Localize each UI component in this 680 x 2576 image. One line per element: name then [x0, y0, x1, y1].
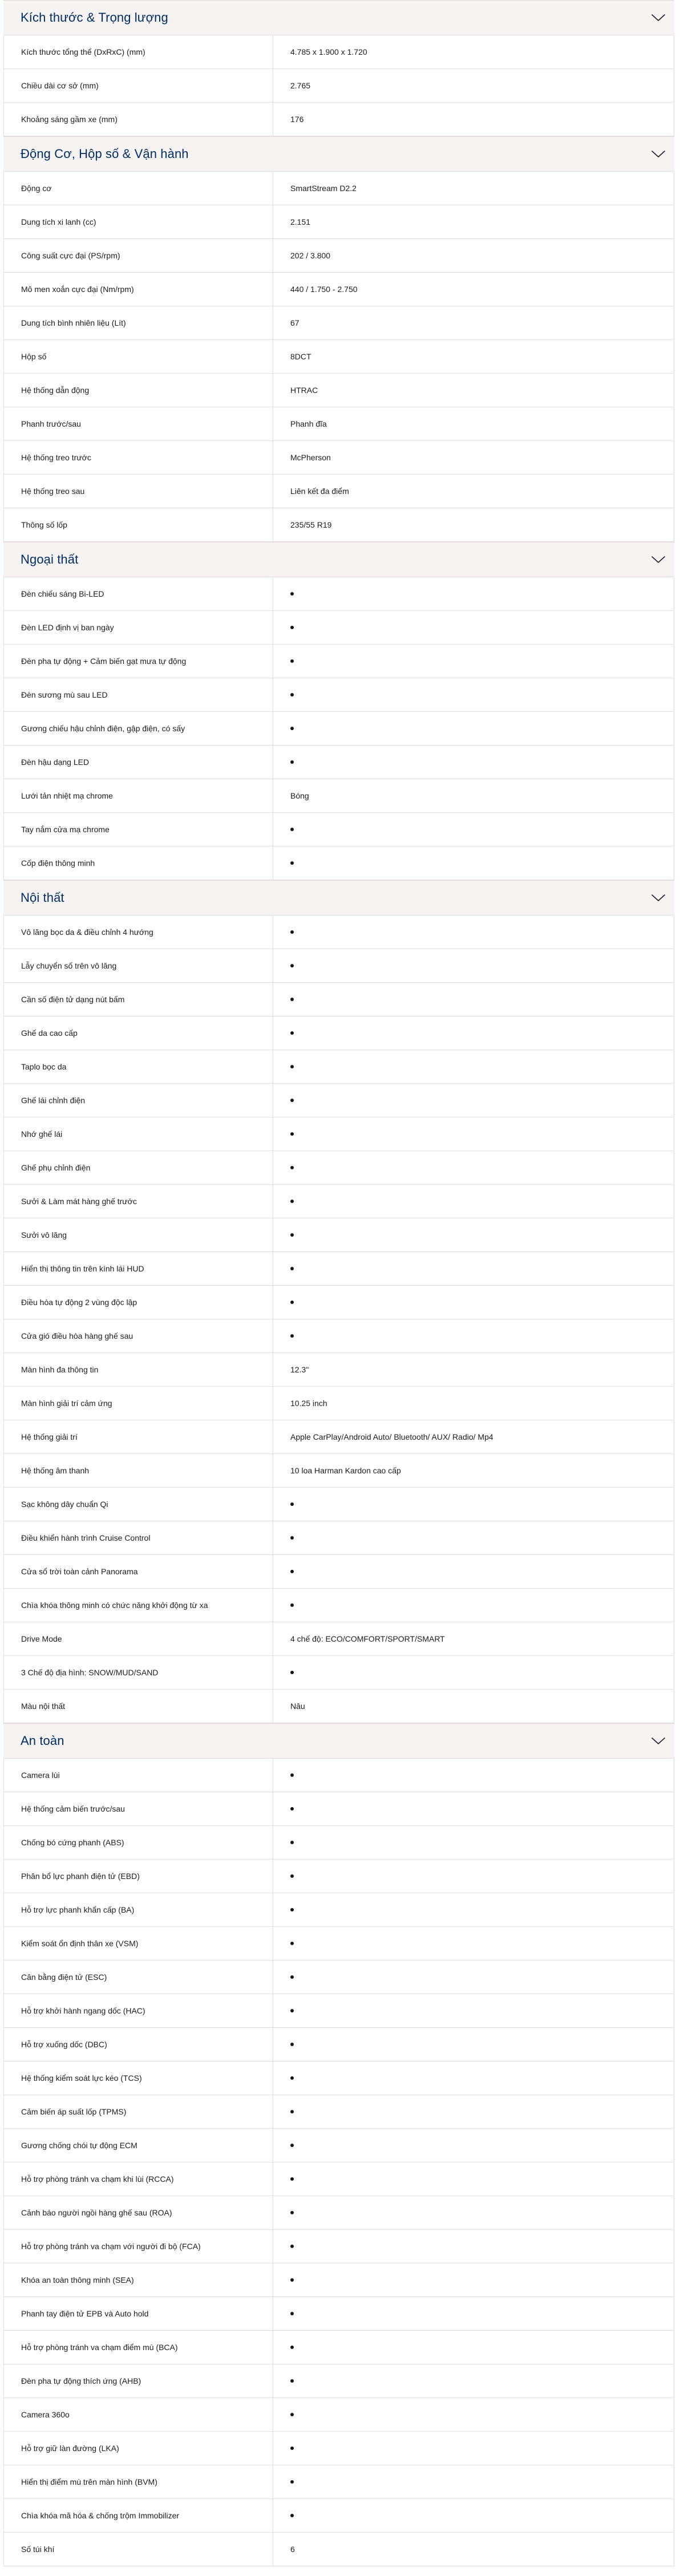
- spec-label: Màn hình giải trí cảm ứng: [4, 1387, 273, 1420]
- spec-row: [3, 1521, 674, 1555]
- spec-label: Công suất cực đại (PS/rpm): [4, 239, 273, 272]
- spec-row: [3, 916, 674, 949]
- spec-value: [273, 1319, 674, 1352]
- spec-value: 6: [290, 2545, 295, 2554]
- chevron-down-icon[interactable]: [650, 146, 666, 162]
- bullet-dot-icon: [290, 828, 294, 831]
- spec-label: Cảnh báo người ngồi hàng ghế sau (ROA): [4, 2196, 273, 2229]
- spec-label: Đèn sương mù sau LED: [4, 678, 273, 711]
- spec-row: [3, 1185, 674, 1218]
- spec-row: [3, 2196, 674, 2230]
- spec-row: [3, 1286, 674, 1319]
- bullet-dot-icon: [290, 2009, 294, 2012]
- spec-label: Ghế lái chỉnh điện: [4, 1084, 273, 1117]
- section-header-toggle[interactable]: [3, 1723, 674, 1759]
- spec-row: [3, 1420, 674, 1454]
- spec-value: 8DCT: [290, 352, 311, 361]
- spec-value: [273, 1860, 674, 1893]
- spec-value: [273, 1893, 674, 1926]
- spec-label: Chiều dài cơ sở (mm): [4, 69, 273, 102]
- spec-row: [3, 678, 674, 712]
- spec-label: Ghế da cao cấp: [4, 1016, 273, 1050]
- chevron-down-icon[interactable]: [650, 10, 666, 26]
- spec-row: [3, 2263, 674, 2297]
- spec-label: Sạc không dây chuẩn Qi: [4, 1488, 273, 1521]
- section-title: Nội thất: [21, 890, 64, 905]
- spec-label: Hệ thống giải trí: [4, 1420, 273, 1453]
- spec-row: [3, 1826, 674, 1860]
- spec-row: [3, 2331, 674, 2364]
- spec-value: [273, 645, 674, 678]
- spec-section: [3, 880, 674, 1723]
- spec-row: [3, 2432, 674, 2465]
- spec-label: Phanh tay điện tử EPB và Auto hold: [4, 2297, 273, 2330]
- spec-label: Nhớ ghế lái: [4, 1117, 273, 1151]
- spec-label: Dung tích bình nhiên liệu (Lít): [4, 306, 273, 339]
- spec-row: [3, 508, 674, 542]
- bullet-dot-icon: [290, 1570, 294, 1573]
- bullet-dot-icon: [290, 1942, 294, 1945]
- bullet-dot-icon: [290, 998, 294, 1001]
- spec-value: [273, 1792, 674, 1825]
- spec-value: [273, 2263, 674, 2296]
- bullet-dot-icon: [290, 626, 294, 629]
- spec-label: Dung tích xi lanh (cc): [4, 205, 273, 238]
- spec-label: Drive Mode: [4, 1622, 273, 1655]
- spec-value: [273, 611, 674, 644]
- section-title: An toàn: [21, 1733, 64, 1748]
- spec-row: [3, 2499, 674, 2533]
- spec-value: [273, 1185, 674, 1218]
- spec-row: [3, 846, 674, 880]
- spec-value: [273, 1016, 674, 1050]
- spec-label: Điều khiển hành trình Cruise Control: [4, 1521, 273, 1554]
- bullet-dot-icon: [290, 2346, 294, 2349]
- spec-value: [273, 1117, 674, 1151]
- spec-value: [273, 2095, 674, 2128]
- spec-label: Hệ thống âm thanh: [4, 1454, 273, 1487]
- spec-row: [3, 1387, 674, 1420]
- spec-row: [3, 712, 674, 746]
- bullet-dot-icon: [290, 1233, 294, 1237]
- spec-row: [3, 2364, 674, 2398]
- spec-row: [3, 205, 674, 239]
- spec-section: [3, 136, 674, 542]
- spec-row: [3, 2465, 674, 2499]
- spec-label: Gương chống chói tự động ECM: [4, 2129, 273, 2162]
- spec-value: [273, 983, 674, 1016]
- spec-row: [3, 35, 674, 69]
- spec-row: [3, 1488, 674, 1521]
- spec-row: [3, 2095, 674, 2129]
- spec-value: [273, 2432, 674, 2465]
- spec-value: [273, 1656, 674, 1689]
- bullet-dot-icon: [290, 1301, 294, 1304]
- section-title: Ngoại thất: [21, 552, 79, 566]
- spec-value: 4 chế độ: ECO/COMFORT/SPORT/SMART: [290, 1634, 445, 1643]
- spec-value: [273, 2129, 674, 2162]
- spec-label: Khóa an toàn thông minh (SEA): [4, 2263, 273, 2296]
- bullet-dot-icon: [290, 2144, 294, 2147]
- spec-label: Vô lăng bọc da & điều chỉnh 4 hướng: [4, 916, 273, 949]
- spec-row: [3, 2398, 674, 2432]
- spec-section: [3, 0, 674, 136]
- spec-row: [3, 2129, 674, 2162]
- spec-label: Đèn pha tự động thích ứng (AHB): [4, 2364, 273, 2397]
- spec-value: Bóng: [290, 791, 309, 800]
- spec-row: [3, 1961, 674, 1994]
- spec-value: 10.25 inch: [290, 1399, 327, 1408]
- spec-row: [3, 1218, 674, 1252]
- spec-value: [273, 1961, 674, 1994]
- spec-value: [273, 949, 674, 982]
- spec-row: [3, 2061, 674, 2095]
- spec-value: [273, 1050, 674, 1083]
- bullet-dot-icon: [290, 1267, 294, 1270]
- chevron-down-icon[interactable]: [650, 552, 666, 568]
- spec-label: Hệ thống cảm biến trước/sau: [4, 1792, 273, 1825]
- spec-section: [3, 542, 674, 880]
- bullet-dot-icon: [290, 2514, 294, 2517]
- bullet-dot-icon: [290, 693, 294, 696]
- spec-value: [273, 1759, 674, 1792]
- spec-value: [273, 916, 674, 949]
- bullet-dot-icon: [290, 2278, 294, 2282]
- bullet-dot-icon: [290, 930, 294, 934]
- spec-row: [3, 2297, 674, 2331]
- spec-row: [3, 2533, 674, 2566]
- bullet-dot-icon: [290, 2447, 294, 2450]
- spec-value: [273, 1826, 674, 1859]
- spec-value: 440 / 1.750 - 2.750: [290, 285, 358, 294]
- bullet-dot-icon: [290, 1031, 294, 1035]
- spec-row: [3, 1151, 674, 1185]
- spec-value: [273, 2297, 674, 2330]
- bullet-dot-icon: [290, 1773, 294, 1777]
- spec-value: [273, 2398, 674, 2431]
- spec-row: [3, 1084, 674, 1117]
- bullet-dot-icon: [290, 1603, 294, 1607]
- spec-label: Chống bó cứng phanh (ABS): [4, 1826, 273, 1859]
- spec-value: Liên kết đa điểm: [290, 487, 349, 496]
- spec-label: Hiển thị điểm mù trên màn hình (BVM): [4, 2465, 273, 2498]
- spec-label: Kích thước tổng thể (DxRxC) (mm): [4, 35, 273, 68]
- spec-row: [3, 645, 674, 678]
- spec-label: Hỗ trợ khởi hành ngang dốc (HAC): [4, 1994, 273, 2027]
- bullet-dot-icon: [290, 2245, 294, 2248]
- spec-value: 10 loa Harman Kardon cao cấp: [290, 1466, 401, 1475]
- spec-row: [3, 172, 674, 205]
- spec-label: Hỗ trợ phòng tránh va chạm khi lùi (RCCA): [4, 2162, 273, 2196]
- spec-label: Sưởi vô lăng: [4, 1218, 273, 1251]
- spec-row: [3, 1050, 674, 1084]
- spec-label: Chìa khóa mã hóa & chống trộm Immobilizer: [4, 2499, 273, 2532]
- spec-label: Camera 360o: [4, 2398, 273, 2431]
- bullet-dot-icon: [290, 1502, 294, 1506]
- spec-row: [3, 1555, 674, 1589]
- spec-row: [3, 1454, 674, 1488]
- spec-value: 2.151: [290, 217, 311, 226]
- spec-label: Hệ thống kiểm soát lực kéo (TCS): [4, 2061, 273, 2095]
- spec-row: [3, 1117, 674, 1151]
- spec-row: [3, 577, 674, 611]
- bullet-dot-icon: [290, 2110, 294, 2113]
- spec-value: 67: [290, 318, 299, 327]
- spec-value: 202 / 3.800: [290, 251, 331, 260]
- spec-value: [273, 2364, 674, 2397]
- bullet-dot-icon: [290, 2413, 294, 2416]
- spec-label: Động cơ: [4, 172, 273, 205]
- spec-label: Cân bằng điện tử (ESC): [4, 1961, 273, 1994]
- bullet-dot-icon: [290, 1841, 294, 1844]
- spec-value: [273, 1252, 674, 1285]
- spec-label: Sưởi & Làm mát hàng ghế trước: [4, 1185, 273, 1218]
- spec-label: Hỗ trợ phòng tránh va chạm điểm mù (BCA): [4, 2331, 273, 2364]
- spec-row: [3, 1016, 674, 1050]
- spec-row: [3, 103, 674, 136]
- spec-row: [3, 2162, 674, 2196]
- spec-label: Thông số lốp: [4, 508, 273, 541]
- spec-value: [273, 1589, 674, 1622]
- spec-value: [273, 1286, 674, 1319]
- spec-label: Cốp điện thông minh: [4, 846, 273, 880]
- spec-label: Phân bổ lực phanh điện tử (EBD): [4, 1860, 273, 1893]
- spec-row: [3, 340, 674, 374]
- spec-label: Cần số điện tử dạng nút bấm: [4, 983, 273, 1016]
- spec-row: [3, 1994, 674, 2028]
- bullet-dot-icon: [290, 1975, 294, 1979]
- spec-row: [3, 239, 674, 273]
- spec-row: [3, 441, 674, 475]
- spec-label: Lưới tản nhiệt mạ chrome: [4, 779, 273, 812]
- bullet-dot-icon: [290, 2312, 294, 2315]
- spec-value: [273, 813, 674, 846]
- spec-value: Phanh đĩa: [290, 419, 327, 428]
- spec-label: Hệ thống treo sau: [4, 475, 273, 508]
- spec-row: [3, 1589, 674, 1622]
- spec-label: Cửa gió điều hòa hàng ghế sau: [4, 1319, 273, 1352]
- spec-value: SmartStream D2.2: [290, 184, 357, 193]
- spec-label: Mô men xoắn cực đại (Nm/rpm): [4, 273, 273, 306]
- spec-label: Khoảng sáng gầm xe (mm): [4, 103, 273, 136]
- section-header-toggle[interactable]: [3, 136, 674, 172]
- spec-value: [273, 746, 674, 779]
- spec-row: [3, 949, 674, 983]
- spec-value: [273, 678, 674, 711]
- spec-label: Kiểm soát ổn định thân xe (VSM): [4, 1927, 273, 1960]
- spec-label: Đèn chiếu sáng Bi-LED: [4, 577, 273, 610]
- spec-row: [3, 2230, 674, 2263]
- spec-value: 2.765: [290, 81, 311, 90]
- chevron-down-icon[interactable]: [650, 1733, 666, 1749]
- spec-label: Đèn pha tự động + Cảm biến gạt mưa tự động: [4, 645, 273, 678]
- spec-value: McPherson: [290, 453, 331, 462]
- spec-value: [273, 2230, 674, 2263]
- bullet-dot-icon: [290, 1166, 294, 1169]
- bullet-dot-icon: [290, 1671, 294, 1674]
- bullet-dot-icon: [290, 1132, 294, 1136]
- section-header-toggle[interactable]: [3, 880, 674, 916]
- spec-value: [273, 1994, 674, 2027]
- bullet-dot-icon: [290, 2177, 294, 2181]
- spec-label: Tay nắm cửa mạ chrome: [4, 813, 273, 846]
- spec-label: Phanh trước/sau: [4, 407, 273, 440]
- spec-value: [273, 2465, 674, 2498]
- spec-row: [3, 983, 674, 1016]
- spec-label: 3 Chế độ địa hình: SNOW/MUD/SAND: [4, 1656, 273, 1689]
- spec-row: [3, 2028, 674, 2061]
- spec-row: [3, 611, 674, 645]
- bullet-dot-icon: [290, 2043, 294, 2046]
- spec-row: [3, 273, 674, 306]
- bullet-dot-icon: [290, 861, 294, 865]
- spec-section: [3, 1723, 674, 2566]
- spec-label: Camera lùi: [4, 1759, 273, 1792]
- spec-label: Hỗ trợ lực phanh khẩn cấp (BA): [4, 1893, 273, 1926]
- spec-row: [3, 1319, 674, 1353]
- bullet-dot-icon: [290, 2480, 294, 2484]
- spec-row: [3, 746, 674, 779]
- spec-row: [3, 779, 674, 813]
- bullet-dot-icon: [290, 592, 294, 596]
- spec-value: [273, 2028, 674, 2061]
- spec-label: Đèn hậu dạng LED: [4, 746, 273, 779]
- spec-value: 176: [290, 115, 304, 124]
- spec-value: [273, 2196, 674, 2229]
- spec-value: [273, 1218, 674, 1251]
- spec-label: Màu nội thất: [4, 1690, 273, 1723]
- spec-label: Màn hình đa thông tin: [4, 1353, 273, 1386]
- spec-label: Đèn LED định vị ban ngày: [4, 611, 273, 644]
- bullet-dot-icon: [290, 727, 294, 730]
- spec-value: 235/55 R19: [290, 520, 332, 529]
- spec-value: [273, 846, 674, 880]
- spec-value: Apple CarPlay/Android Auto/ Bluetooth/ AUX/ Radio/ Mp4: [290, 1432, 493, 1441]
- bullet-dot-icon: [290, 1536, 294, 1540]
- spec-label: Lẫy chuyển số trên vô lăng: [4, 949, 273, 982]
- spec-row: [3, 69, 674, 103]
- spec-row: [3, 1893, 674, 1927]
- spec-row: [3, 374, 674, 407]
- spec-label: Gương chiếu hậu chỉnh điện, gập điện, có sấy: [4, 712, 273, 745]
- spec-label: Hệ thống treo trước: [4, 441, 273, 474]
- spec-value: [273, 1927, 674, 1960]
- spec-value: [273, 1488, 674, 1521]
- spec-label: Taplo bọc da: [4, 1050, 273, 1083]
- spec-row: [3, 306, 674, 340]
- spec-label: Số túi khí: [4, 2533, 273, 2566]
- spec-row: [3, 1622, 674, 1656]
- section-title: Động Cơ, Hộp số & Vận hành: [21, 147, 189, 161]
- spec-row: [3, 1759, 674, 1792]
- bullet-dot-icon: [290, 1099, 294, 1102]
- spec-value: [273, 1555, 674, 1588]
- spec-label: Hộp số: [4, 340, 273, 373]
- spec-row: [3, 1860, 674, 1893]
- bullet-dot-icon: [290, 2211, 294, 2214]
- spec-row: [3, 1353, 674, 1387]
- spec-value: [273, 712, 674, 745]
- spec-value: Nâu: [290, 1702, 305, 1711]
- spec-value: 4.785 x 1.900 x 1.720: [290, 47, 367, 56]
- spec-label: Hỗ trợ xuống dốc (DBC): [4, 2028, 273, 2061]
- spec-value: [273, 1084, 674, 1117]
- spec-value: [273, 2331, 674, 2364]
- spec-value: [273, 1521, 674, 1554]
- bullet-dot-icon: [290, 964, 294, 967]
- spec-label: Hiển thị thông tin trên kính lái HUD: [4, 1252, 273, 1285]
- spec-value: [273, 2499, 674, 2532]
- section-header-toggle[interactable]: [3, 542, 674, 577]
- bullet-dot-icon: [290, 2076, 294, 2080]
- bullet-dot-icon: [290, 659, 294, 663]
- bullet-dot-icon: [290, 1200, 294, 1203]
- spec-row: [3, 407, 674, 441]
- spec-label: Ghế phụ chỉnh điện: [4, 1151, 273, 1184]
- spec-row: [3, 1656, 674, 1690]
- bullet-dot-icon: [290, 2379, 294, 2383]
- spec-label: Hỗ trợ giữ làn đường (LKA): [4, 2432, 273, 2465]
- spec-label: Hỗ trợ phòng tránh va chạm với người đi bộ (FCA): [4, 2230, 273, 2263]
- section-header-toggle[interactable]: [3, 0, 674, 35]
- spec-value: [273, 577, 674, 610]
- spec-row: [3, 1252, 674, 1286]
- spec-value: 12.3": [290, 1365, 309, 1374]
- spec-row: [3, 813, 674, 846]
- chevron-down-icon[interactable]: [650, 890, 666, 906]
- spec-label: Chìa khóa thông minh có chức năng khởi động từ xa: [4, 1589, 273, 1622]
- section-title: Kích thước & Trọng lượng: [21, 10, 168, 25]
- spec-value: [273, 2162, 674, 2196]
- spec-label: Hệ thống dẫn động: [4, 374, 273, 407]
- spec-row: [3, 1690, 674, 1723]
- spec-label: Cửa sổ trời toàn cảnh Panorama: [4, 1555, 273, 1588]
- spec-row: [3, 1792, 674, 1826]
- bullet-dot-icon: [290, 1334, 294, 1338]
- spec-row: [3, 1927, 674, 1961]
- bullet-dot-icon: [290, 1065, 294, 1068]
- spec-value: HTRAC: [290, 386, 318, 395]
- bullet-dot-icon: [290, 1908, 294, 1911]
- bullet-dot-icon: [290, 1874, 294, 1878]
- bullet-dot-icon: [290, 1807, 294, 1811]
- spec-value: [273, 1151, 674, 1184]
- bullet-dot-icon: [290, 760, 294, 764]
- spec-label: Cảm biến áp suất lốp (TPMS): [4, 2095, 273, 2128]
- spec-value: [273, 2061, 674, 2095]
- spec-label: Điều hòa tự động 2 vùng độc lập: [4, 1286, 273, 1319]
- spec-row: [3, 475, 674, 508]
